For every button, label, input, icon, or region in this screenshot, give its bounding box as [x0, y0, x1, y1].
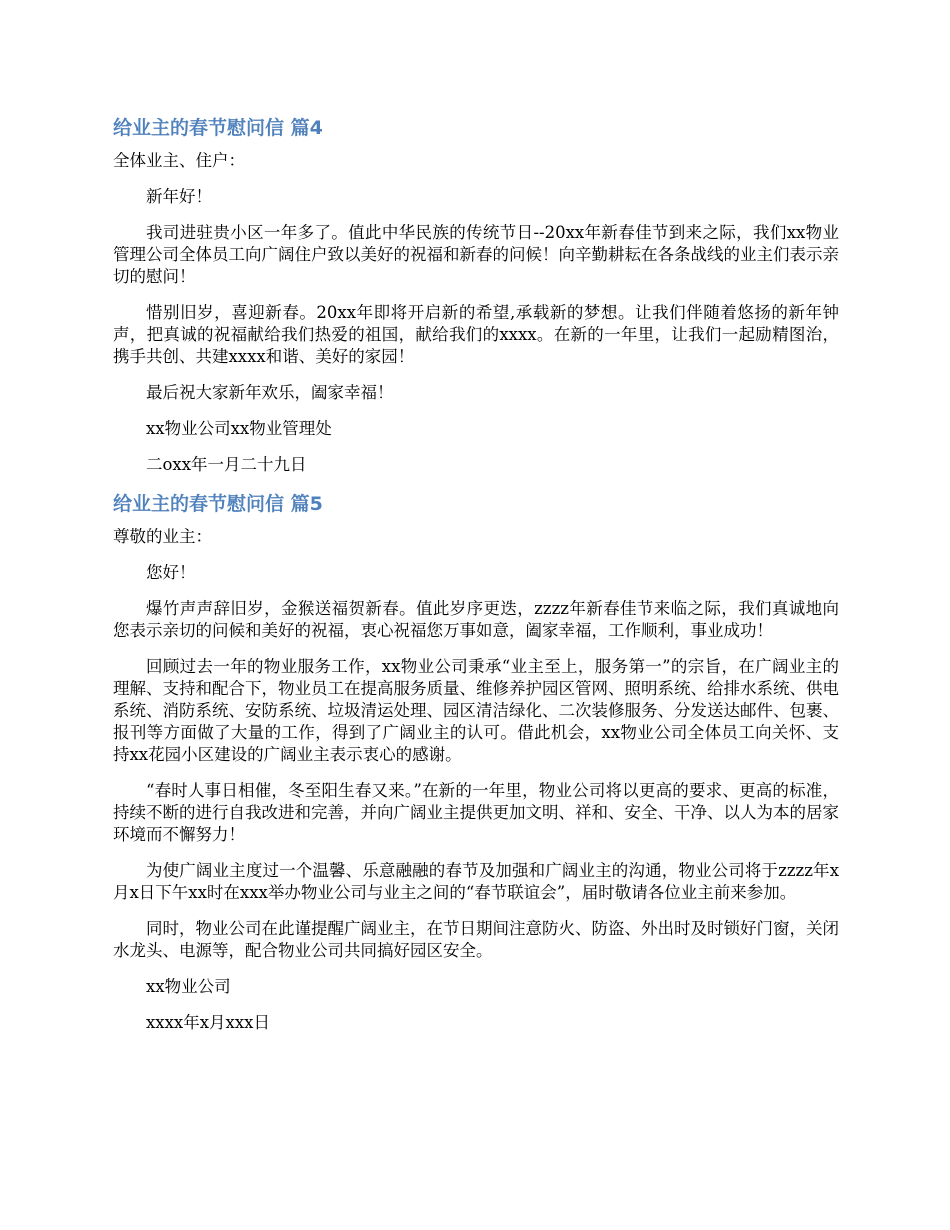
section-5-paragraph: 爆竹声声辞旧岁，金猴送福贺新春。值此岁序更迭，zzzz年新春佳节来临之际，我们真诚地向您表示亲切的问候和美好的祝福，衷心祝福您万事如意，阖家幸福，工作顺利，事业成功！	[113, 599, 839, 640]
section-5-signature: xx物业公司	[146, 977, 231, 996]
section-4-signature: xx物业公司xx物业管理处	[146, 419, 332, 438]
section-4-date: 二oxx年一月二十九日	[146, 455, 307, 474]
section-5-paragraph: 回顾过去一年的物业服务工作，xx物业公司秉承“业主至上，服务第一”的宗旨，在广阔业主的理解、支持和配合下，物业员工在提高服务质量、维修养护园区管网、照明系统、给排水系统、供电系统、消防系统、安防系统、垃圾清运处理、园区清洁绿化、二次装修服务、分发送达邮件、包裹、报刊等方面做了大量的工作，得到了广阔业主的认可。借此机会，xx物业公司全体员工向关怀、支持xx花园小区建设的广阔业主表示衷心的感谢。	[113, 657, 839, 764]
section-5-date: xxxx年x月xxx日	[146, 1013, 270, 1032]
section-4-title: 给业主的春节慰问信 篇4	[113, 117, 323, 139]
section-5-paragraph: 同时，物业公司在此谨提醒广阔业主，在节日期间注意防火、防盗、外出时及时锁好门窗，关闭水龙头、电源等，配合物业公司共同搞好园区安全。	[113, 919, 839, 960]
section-4-greeting: 新年好！	[146, 187, 212, 206]
section-4-paragraph: 最后祝大家新年欢乐，阖家幸福！	[146, 383, 394, 402]
section-4-salutation: 全体业主、住户：	[113, 151, 245, 170]
document-page	[113, 108, 839, 1048]
section-5-salutation: 尊敬的业主：	[113, 527, 212, 546]
section-5-paragraph: “春时人事日相催，冬至阳生春又来。”在新的一年里，物业公司将以更高的要求、更高的标准，持续不断的进行自我改进和完善，并向广阔业主提供更加文明、祥和、安全、干净、以人为本的居家环境而不懈努力！	[113, 781, 839, 844]
section-5-title: 给业主的春节慰问信 篇5	[113, 493, 323, 515]
section-4-paragraph: 惜别旧岁，喜迎新春。20xx年即将开启新的希望,承载新的梦想。让我们伴随着悠扬的新年钟声，把真诚的祝福献给我们热爱的祖国，献给我们的xxxx。在新的一年里，让我们一起励精图治，携手共创、共建xxxx和谐、美好的家园！	[113, 303, 839, 366]
section-5-paragraph: 为使广阔业主度过一个温馨、乐意融融的春节及加强和广阔业主的沟通，物业公司将于zzzz年x月x日下午xx时在xxx举办物业公司与业主之间的“春节联谊会”，届时敬请各位业主前来参加。	[113, 861, 839, 902]
section-4-paragraph: 我司进驻贵小区一年多了。值此中华民族的传统节日--20xx年新春佳节到来之际，我们xx物业管理公司全体员工向广阔住户致以美好的祝福和新春的问候！向辛勤耕耘在各条战线的业主们表示亲切的慰问！	[113, 223, 839, 286]
section-5-greeting: 您好！	[146, 563, 196, 582]
